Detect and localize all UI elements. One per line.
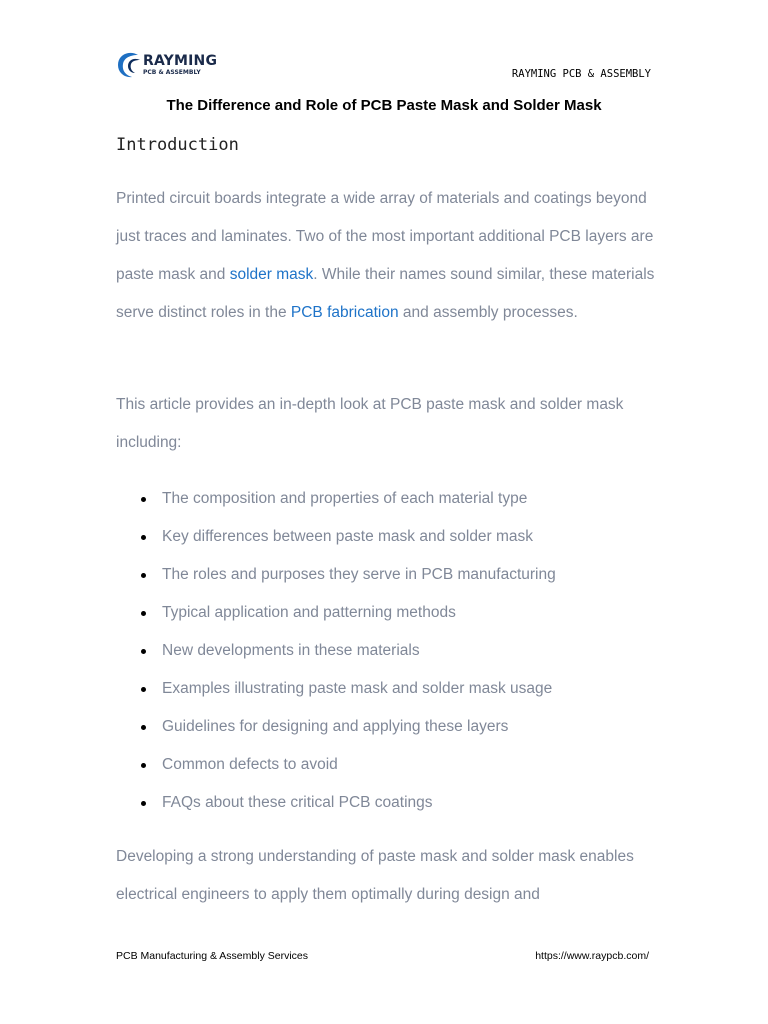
article-overview-paragraph: This article provides an in-depth look at PCB paste mask and solder mask including: bbox=[116, 396, 624, 451]
intro-text-3: and assembly processes. bbox=[398, 304, 578, 321]
rayming-logo-icon bbox=[116, 51, 142, 79]
list-item-text: FAQs about these critical PCB coatings bbox=[162, 794, 433, 811]
logo-subtitle: PCB & ASSEMBLY bbox=[143, 69, 201, 76]
header-company-name: RAYMING PCB & ASSEMBLY bbox=[511, 68, 651, 80]
bullet-icon bbox=[141, 573, 146, 578]
footer-url[interactable]: https://www.raypcb.com/ bbox=[535, 950, 649, 962]
bullet-icon bbox=[141, 801, 146, 806]
list-item bbox=[116, 480, 556, 518]
list-item-text: The roles and purposes they serve in PCB manufacturing bbox=[162, 566, 556, 583]
bullet-icon bbox=[141, 497, 146, 502]
logo-name: RAYMING bbox=[143, 53, 218, 69]
list-item-text: Guidelines for designing and applying these layers bbox=[162, 718, 509, 735]
list-item-text: Key differences between paste mask and solder mask bbox=[162, 528, 534, 545]
list-item-text: Common defects to avoid bbox=[162, 756, 338, 773]
document-title: The Difference and Role of PCB Paste Mask and Solder Mask bbox=[166, 97, 602, 114]
bullet-icon bbox=[141, 649, 146, 654]
closing-paragraph: Developing a strong understanding of paste mask and solder mask enables electrical engineers to apply them optimally during design and bbox=[116, 848, 634, 903]
list-item-text: Typical application and patterning methods bbox=[162, 604, 456, 621]
pcb-fabrication-link[interactable]: PCB fabrication bbox=[290, 304, 399, 321]
intro-text-1: Printed circuit boards integrate a wide array of materials and coatings beyond just traces and laminates. Two of the most important additional PCB layers are paste mask and bbox=[116, 190, 654, 283]
bullet-icon bbox=[141, 763, 146, 768]
company-logo bbox=[116, 51, 216, 81]
list-item-text: Examples illustrating paste mask and solder mask usage bbox=[162, 680, 553, 697]
list-item bbox=[116, 670, 556, 708]
solder-mask-link[interactable]: solder mask bbox=[229, 266, 314, 283]
intro-text-2: . While their names sound similar, these materials serve distinct roles in the bbox=[116, 266, 655, 321]
list-item bbox=[116, 594, 556, 632]
list-item-text: The composition and properties of each material type bbox=[162, 490, 528, 507]
list-item-text: New developments in these materials bbox=[162, 642, 420, 659]
bullet-icon bbox=[141, 611, 146, 616]
list-item bbox=[116, 556, 556, 594]
bullet-icon bbox=[141, 535, 146, 540]
list-item bbox=[116, 784, 556, 822]
bullet-icon bbox=[141, 687, 146, 692]
list-item bbox=[116, 746, 556, 784]
topics-list bbox=[116, 480, 556, 822]
intro-paragraph bbox=[116, 180, 656, 332]
footer-services: PCB Manufacturing & Assembly Services bbox=[116, 950, 308, 962]
list-item bbox=[116, 632, 556, 670]
list-item bbox=[116, 518, 556, 556]
list-item bbox=[116, 708, 556, 746]
section-heading: Introduction bbox=[116, 135, 239, 155]
bullet-icon bbox=[141, 725, 146, 730]
